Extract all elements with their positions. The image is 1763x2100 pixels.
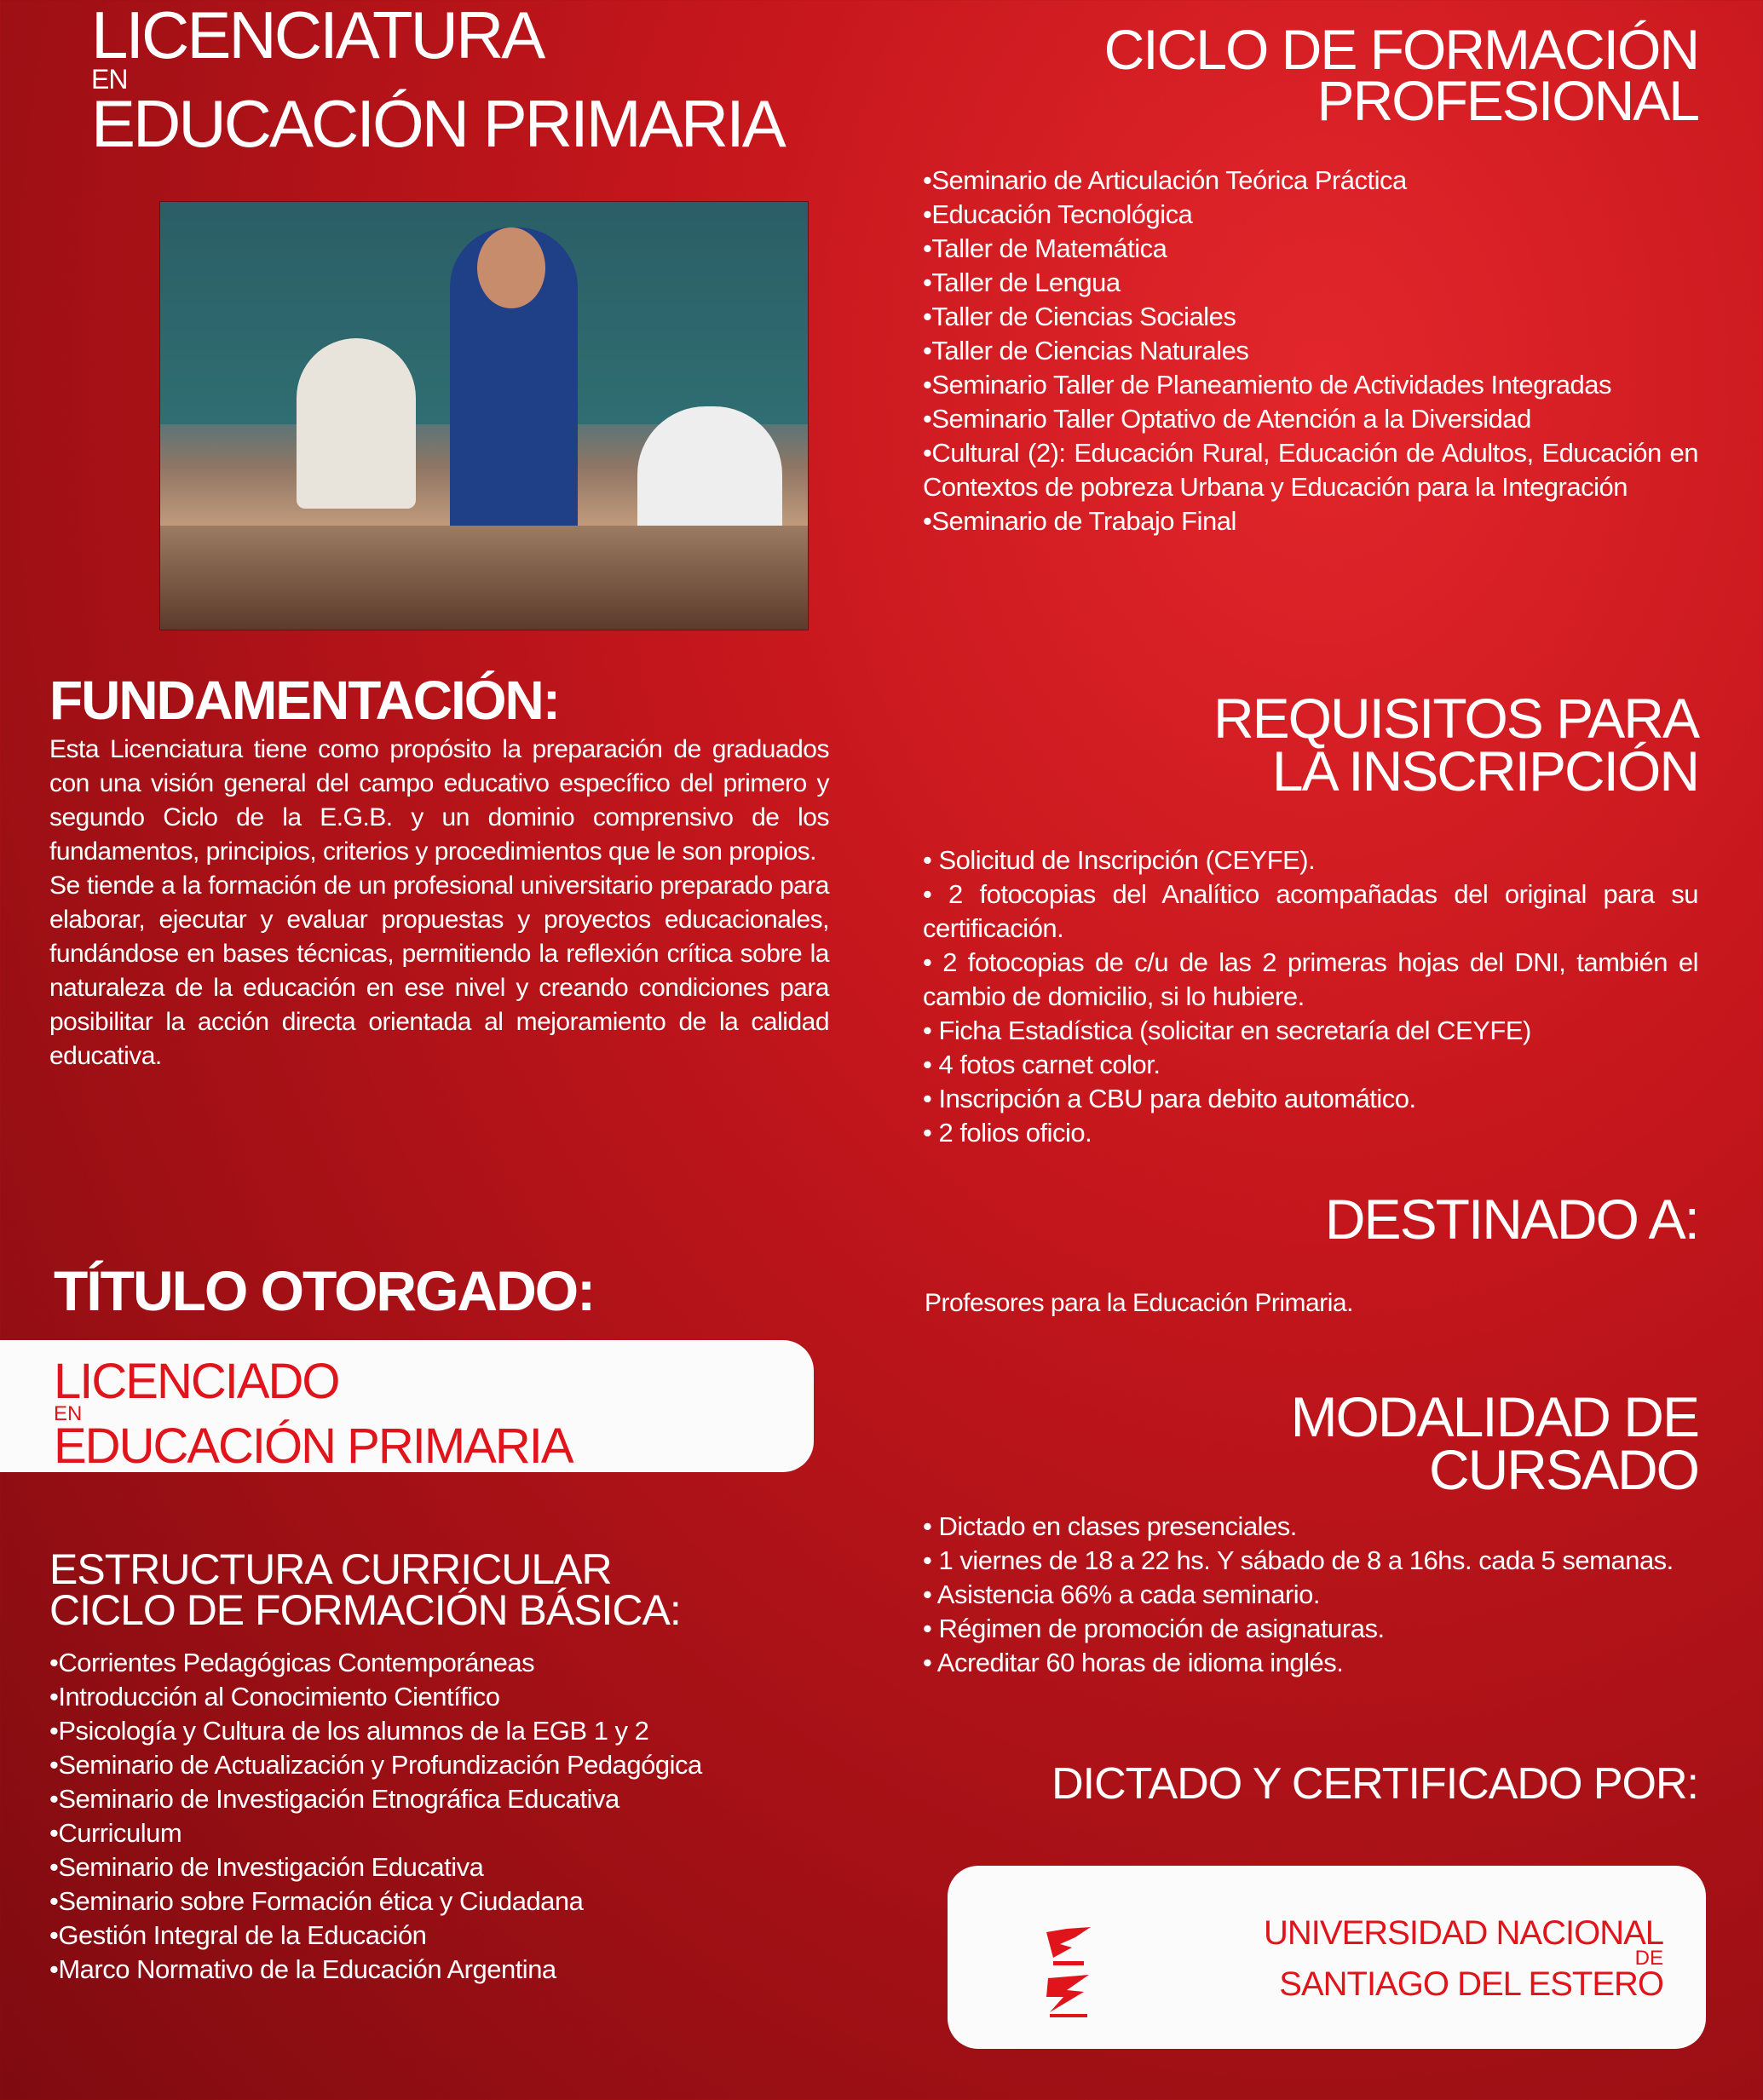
dictado-heading: DICTADO Y CERTIFICADO POR: (1051, 1759, 1698, 1809)
fundamentacion-paragraph-1: Esta Licenciatura tiene como propósito la preparación de graduados con una visión general del campo educativo específico del primero y segundo Ciclo de la E.G.B. y un dominio comprensivo de los fundamentos, principios, criterios y procedimientos que le son propios. (49, 735, 829, 866)
list-item: • Seminario de Trabajo Final (923, 504, 1698, 538)
main-title-line1: LICENCIATURA (91, 0, 544, 72)
estructura-heading-line2: CICLO DE FORMACIÓN BÁSICA: (49, 1586, 681, 1634)
estructura-section (49, 1545, 829, 1987)
list-item: • Marco Normativo de la Educación Argentina (49, 1953, 829, 1987)
destinado-heading: DESTINADO A: (1324, 1188, 1698, 1251)
main-title (91, 0, 784, 161)
list-item: • Educación Tecnológica (923, 198, 1698, 232)
titulo-heading-wrap (54, 1259, 595, 1322)
titulo-line2: EN (54, 1402, 83, 1425)
ciclo-profesional-list (923, 164, 1698, 538)
list-item: • Cultural (2): Educación Rural, Educación de Adultos, Educación en Contextos de pobreza Urbana y Educación para la Integración (923, 436, 1698, 504)
list-item: • Seminario sobre Formación ética y Ciudadana (49, 1884, 829, 1919)
list-item: • Seminario de Investigación Etnográfica Educativa (49, 1782, 829, 1816)
modalidad-heading-line1: MODALIDAD DE (1290, 1385, 1698, 1448)
list-item: • 2 fotocopias del Analítico acompañadas del original para su certificación. (923, 877, 1698, 946)
list-item: • Introducción al Conocimiento Científico (49, 1680, 829, 1714)
list-item: • Seminario de Investigación Educativa (49, 1850, 829, 1884)
list-item: • Asistencia 66% a cada seminario. (923, 1578, 1698, 1612)
list-item: • 1 viernes de 18 a 22 hs. Y sábado de 8 a 16hs. cada 5 semanas. (923, 1544, 1698, 1578)
list-item: • Psicología y Cultura de los alumnos de la EGB 1 y 2 (49, 1714, 829, 1748)
desk-shape (160, 526, 808, 630)
list-item: • Taller de Lengua (923, 266, 1698, 300)
estructura-list (49, 1646, 829, 1987)
destinado-text: Profesores para la Educación Primaria. (925, 1289, 1353, 1317)
list-item: • Inscripción a CBU para debito automático. (923, 1082, 1698, 1116)
fundamentacion-heading: FUNDAMENTACIÓN: (49, 670, 560, 731)
requisitos-list (923, 843, 1698, 1150)
list-item: • 4 fotos carnet color. (923, 1048, 1698, 1082)
requisitos-heading-line1: REQUISITOS PARA (1213, 687, 1698, 750)
student-figure (297, 338, 416, 509)
list-item: • Gestión Integral de la Educación (49, 1919, 829, 1953)
dictado-heading-wrap (923, 1759, 1698, 1809)
titulo-heading: TÍTULO OTORGADO: (54, 1259, 595, 1322)
fundamentacion-paragraph-2: Se tiende a la formación de un profesional universitario preparado para elaborar, ejecutar y evaluar propuestas y proyectos educacionales, fundándose en bases técnicas, permitiendo la reflexión crítica sobre la naturaleza de la educación en ese nivel y creando condiciones para posibilitar la acción directa orientada al mejoramiento de la calidad educativa. (49, 872, 829, 1070)
list-item: • Solicitud de Inscripción (CEYFE). (923, 843, 1698, 877)
modalidad-list (923, 1510, 1698, 1680)
list-item: • Seminario Taller Optativo de Atención a la Diversidad (923, 402, 1698, 436)
list-item: • Seminario Taller de Planeamiento de Actividades Integradas (923, 368, 1698, 402)
titulo-line3: EDUCACIÓN PRIMARIA (54, 1418, 573, 1474)
university-name (1152, 1914, 1663, 2003)
list-item: • Seminario de Actualización y Profundización Pedagógica (49, 1748, 829, 1782)
university-line1: UNIVERSIDAD NACIONAL (1264, 1914, 1663, 1952)
list-item: • Ficha Estadística (solicitar en secretaría del CEYFE) (923, 1014, 1698, 1048)
titulo-box (0, 1340, 814, 1472)
main-title-line2: EN (91, 64, 128, 95)
modalidad-heading (923, 1385, 1698, 1501)
list-item: • Acreditar 60 horas de idioma inglés. (923, 1646, 1698, 1680)
ciclo-heading-line1: CICLO DE FORMACIÓN (1103, 18, 1698, 81)
unse-logo-icon (1041, 1925, 1096, 2019)
requisitos-heading (923, 687, 1698, 803)
list-item: • Dictado en clases presenciales. (923, 1510, 1698, 1544)
list-item: • Curriculum (49, 1816, 829, 1850)
list-item: • Taller de Ciencias Naturales (923, 334, 1698, 368)
ciclo-profesional-heading (923, 18, 1698, 132)
list-item: • 2 fotocopias de c/u de las 2 primeras hojas del DNI, también el cambio de domicilio, si lo hubiere. (923, 946, 1698, 1014)
list-item: • Seminario de Articulación Teórica Práctica (923, 164, 1698, 198)
ciclo-heading-line2: PROFESIONAL (1316, 69, 1698, 132)
estructura-heading-line1: ESTRUCTURA CURRICULAR (49, 1545, 612, 1593)
university-line2: DE (1634, 1947, 1663, 1970)
destinado-heading-wrap (923, 1188, 1698, 1251)
fundamentacion-section (49, 670, 829, 1073)
list-item: • Corrientes Pedagógicas Contemporáneas (49, 1646, 829, 1680)
list-item: • Régimen de promoción de asignaturas. (923, 1612, 1698, 1646)
list-item: • 2 folios oficio. (923, 1116, 1698, 1150)
teacher-head (477, 227, 545, 308)
titulo-line1: LICENCIADO (54, 1354, 339, 1409)
classroom-photo (159, 201, 809, 630)
list-item: • Taller de Ciencias Sociales (923, 300, 1698, 334)
university-line3: SANTIAGO DEL ESTERO (1279, 1965, 1663, 2003)
university-box (948, 1866, 1706, 2049)
requisitos-heading-line2: LA INSCRIPCIÓN (1271, 739, 1698, 803)
list-item: • Taller de Matemática (923, 232, 1698, 266)
modalidad-heading-line2: CURSADO (1428, 1438, 1698, 1501)
main-title-line3: EDUCACIÓN PRIMARIA (91, 86, 784, 161)
